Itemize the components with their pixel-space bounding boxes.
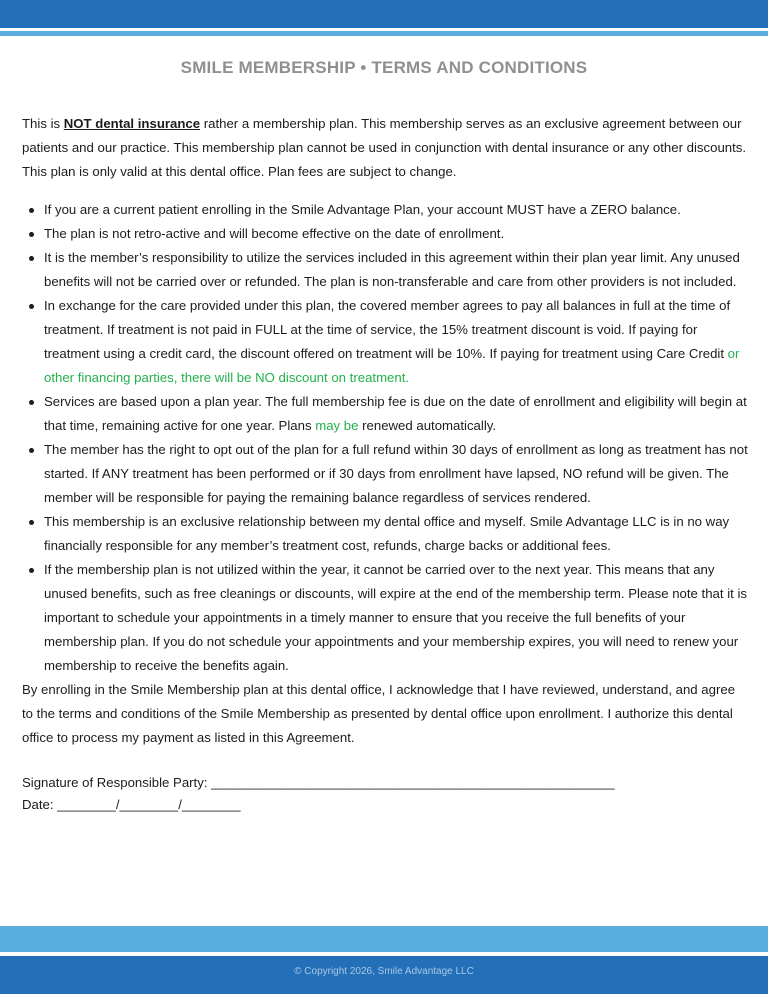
term-item <box>22 294 748 390</box>
terms-document <box>22 112 748 816</box>
term-item: If you are a current patient enrolling in the Smile Advantage Plan, your account MUST have a ZERO balance. <box>22 198 748 222</box>
date-line: ________/________/________ <box>57 797 241 812</box>
signature-label: Signature of Responsible Party: <box>22 775 212 790</box>
term-item: The member has the right to opt out of the plan for a full refund within 30 days of enrollment as long as treatment has not started. If ANY treatment has been performed or if 30 days from enrollment have lapsed, NO refund will be given. The member will be responsible for paying the remaining balance regardless of services rendered. <box>22 438 748 510</box>
term-item <box>22 390 748 438</box>
date-label: Date: <box>22 797 58 812</box>
term-text: Services are based upon a plan year. The full membership fee is due on the date of enrollment and eligibility will begin at that time, remaining active for one year. Plans <box>44 394 747 433</box>
page-title: SMILE MEMBERSHIP • TERMS AND CONDITIONS <box>180 58 588 77</box>
term-item: The plan is not retro-active and will become effective on the date of enrollment. <box>22 222 748 246</box>
signature-row <box>22 772 748 794</box>
may-be-highlight: may be <box>315 418 359 433</box>
term-item: It is the member’s responsibility to utilize the services included in this agreement within their plan year limit. Any unused benefits will not be carried over or refunded. The plan is non-transferable and care from other providers is not included. <box>22 246 748 294</box>
term-text: In exchange for the care provided under this plan, the covered member agrees to pay all balances in full at the time of treatment. If treatment is not paid in FULL at the time of service, the 15% treatment discount is void. If paying for treatment using a credit card, the discount offered on treatment will be 10%. If paying for treatment using Care Credit <box>44 298 731 361</box>
signature-block <box>22 772 748 816</box>
term-item: This membership is an exclusive relationship between my dental office and myself. Smile Advantage LLC is in no way financially responsible for any member’s treatment cost, refunds, charge backs or additional fees. <box>22 510 748 558</box>
financing-highlight: or other financing parties, there will be NO discount on treatment. <box>44 346 740 385</box>
term-item: If the membership plan is not utilized within the year, it cannot be carried over to the next year. This means that any unused benefits, such as free cleanings or discounts, will expire at the end of the membership term. Please note that it is important to schedule your appointments in a timely manner to ensure that you receive the full benefits of your membership plan. If you do not schedule your appointments and your membership expires, you will need to renew your membership to receive the benefits again. <box>22 558 748 678</box>
intro-prefix: This is <box>22 116 64 131</box>
header-bar <box>0 0 768 28</box>
term-text-end: renewed automatically. <box>358 418 497 433</box>
date-row <box>22 794 748 816</box>
acknowledgement-paragraph: By enrolling in the Smile Membership plan at this dental office, I acknowledge that I have reviewed, understand, and agree to the terms and conditions of the Smile Membership as presented by dental office upon enrollment. I authorize this dental office to process my payment as listed in this Agreement. <box>22 682 736 745</box>
intro-emphasis: NOT dental insurance <box>63 116 201 131</box>
header-stripe <box>0 31 768 36</box>
terms-list <box>22 198 748 678</box>
intro-paragraph <box>22 112 748 184</box>
signature-line: _______________________________________________________ <box>211 775 615 790</box>
copyright-text: © Copyright 2026, Smile Advantage LLC <box>294 966 474 977</box>
footer-stripe <box>0 926 768 952</box>
intro-suffix: rather a membership plan. This membership serves as an exclusive agreement between our patients and our practice. This membership plan cannot be used in conjunction with dental insurance or any other discounts. This plan is only valid at this dental office. Plan fees are subject to change. <box>22 116 747 179</box>
